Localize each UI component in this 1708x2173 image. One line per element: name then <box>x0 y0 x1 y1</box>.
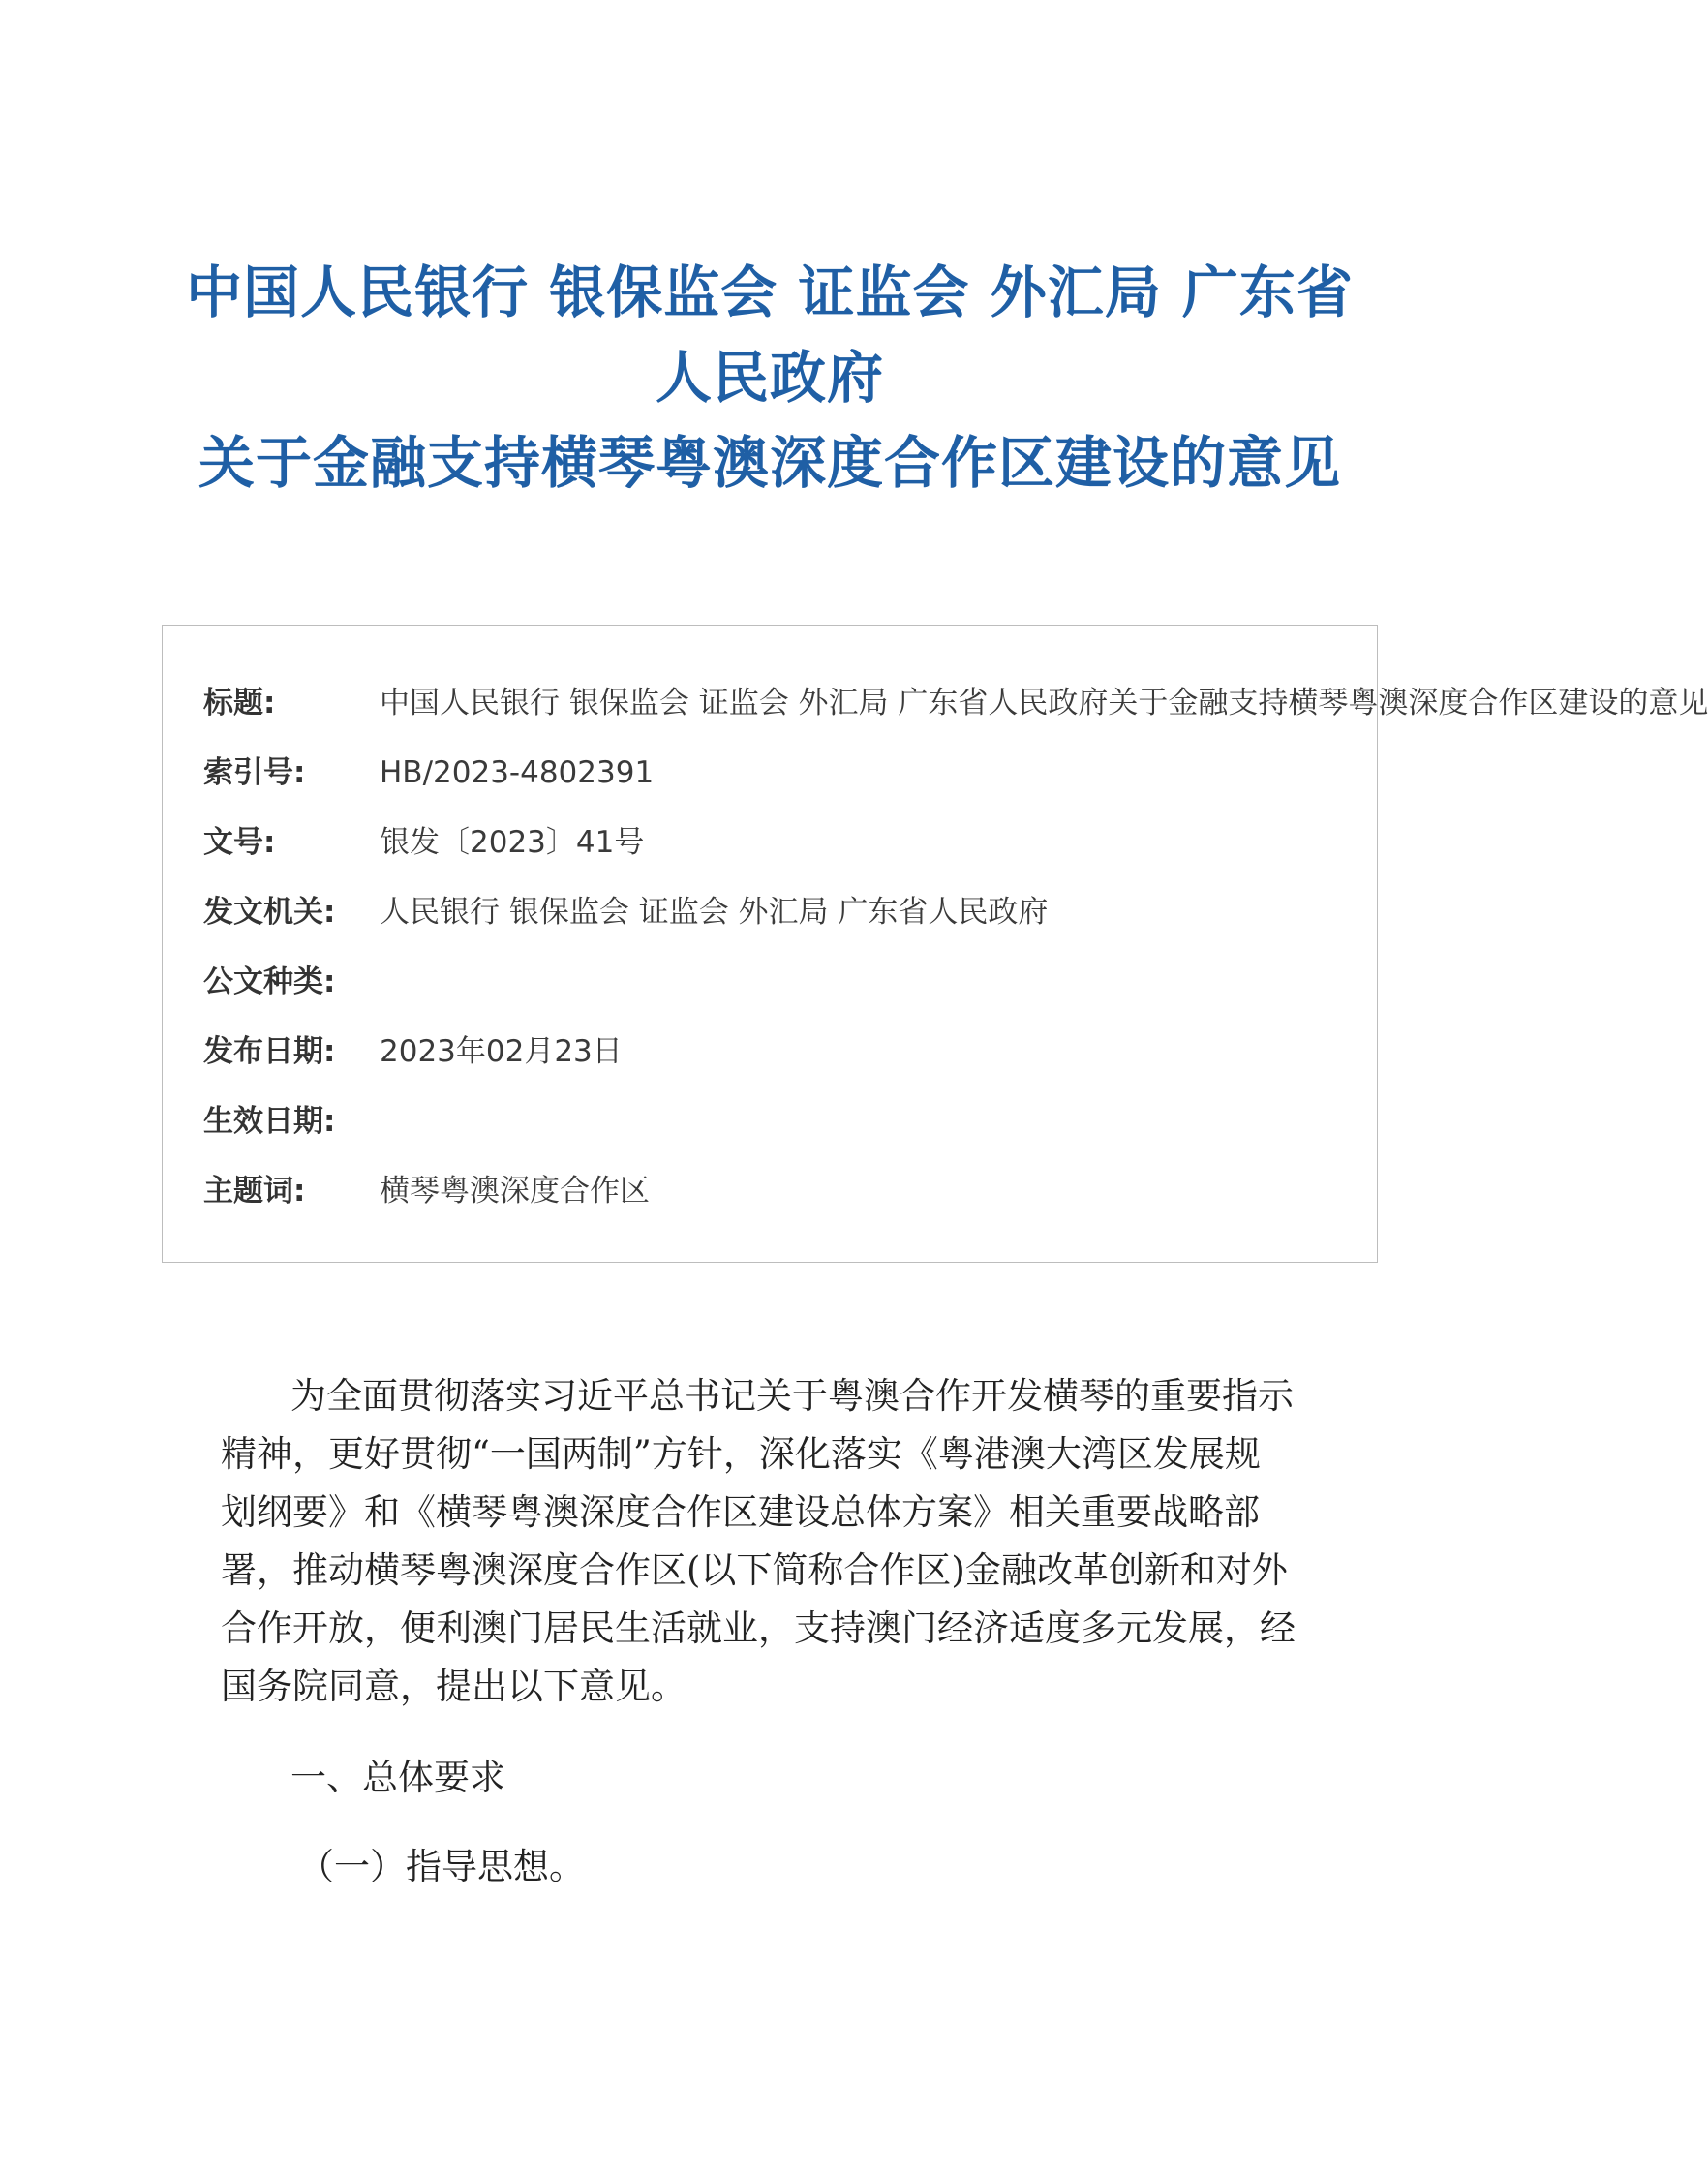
metadata-value: 人民银行 银保监会 证监会 外汇局 广东省人民政府 <box>380 895 1049 930</box>
metadata-value: HB/2023-4802391 <box>380 755 655 790</box>
intro-line: 合作开放，便利澳门居民生活就业，支持澳门经济适度多元发展，经 <box>221 1607 1296 1649</box>
title-line-2: 人民政府 <box>655 345 884 411</box>
metadata-label: 标题: <box>203 686 276 720</box>
metadata-panel <box>162 625 1708 1263</box>
metadata-label: 文号: <box>203 825 276 860</box>
metadata-value: 2023年02月23日 <box>380 1034 623 1069</box>
metadata-row-document-number <box>203 818 1375 867</box>
metadata-value: 银发〔2023〕41号 <box>380 825 645 860</box>
title-line-1: 中国人民银行 银保监会 证监会 外汇局 广东省 <box>186 260 1354 325</box>
intro-line: 划纲要》和《横琴粤澳深度合作区建设总体方案》相关重要战略部 <box>221 1491 1260 1533</box>
metadata-label: 发布日期: <box>203 1034 336 1069</box>
metadata-value: 中国人民银行 银保监会 证监会 外汇局 广东省人民政府关于金融支持横琴粤澳深度合作区建设的意见 <box>380 686 1708 720</box>
metadata-row-title <box>203 679 1708 727</box>
metadata-row-keywords <box>203 1167 1375 1215</box>
metadata-label: 公文种类: <box>203 964 336 999</box>
intro-line: 署，推动横琴粤澳深度合作区(以下简称合作区)金融改革创新和对外 <box>221 1549 1288 1591</box>
metadata-label: 主题词: <box>203 1174 306 1209</box>
intro-line: 为全面贯彻落实习近平总书记关于粤澳合作开发横琴的重要指示 <box>290 1375 1294 1417</box>
metadata-row-index-number <box>203 749 1375 797</box>
intro-line: 国务院同意，提出以下意见。 <box>221 1666 686 1707</box>
title-line-3: 关于金融支持横琴粤澳深度合作区建设的意见 <box>198 430 1341 496</box>
sub-heading: （一）指导思想。 <box>298 1846 585 1887</box>
intro-paragraph <box>221 1367 1315 1716</box>
metadata-value: 横琴粤澳深度合作区 <box>380 1174 650 1209</box>
metadata-row-issuing-authority <box>203 888 1375 936</box>
document-title <box>145 250 1394 505</box>
section-heading: 一、总体要求 <box>290 1757 505 1798</box>
metadata-label: 发文机关: <box>203 895 336 930</box>
metadata-row-publish-date <box>203 1027 1375 1076</box>
metadata-label: 生效日期: <box>203 1104 336 1139</box>
metadata-row-document-type <box>203 958 1375 1006</box>
metadata-row-effective-date <box>203 1097 1375 1146</box>
intro-line: 精神，更好贯彻“一国两制”方针，深化落实《粤港澳大湾区发展规 <box>221 1433 1261 1475</box>
metadata-label: 索引号: <box>203 755 306 790</box>
